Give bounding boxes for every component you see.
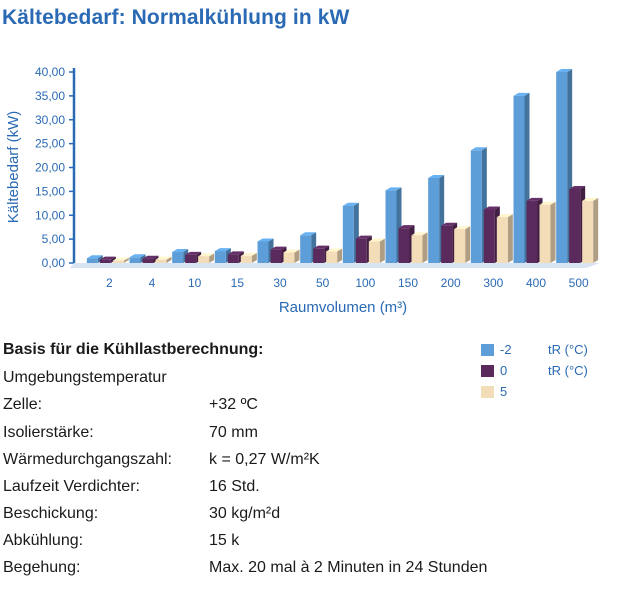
bar-front — [198, 256, 209, 263]
y-tick-label: 35,00 — [34, 88, 65, 103]
bar-front — [228, 254, 239, 263]
bar-front — [497, 217, 508, 263]
x-tick-label: 15 — [230, 276, 245, 290]
bar-front — [441, 226, 452, 263]
bar-front — [284, 252, 295, 263]
bar-front — [569, 189, 580, 263]
bar — [454, 226, 470, 263]
y-tick-label: 30,00 — [34, 112, 65, 127]
bar-front — [540, 205, 551, 263]
x-tick-label: 30 — [273, 276, 287, 290]
x-tick-label: 4 — [148, 276, 156, 290]
bar-side — [551, 202, 556, 263]
basis-subheading: Umgebungstemperatur — [3, 369, 167, 386]
x-tick-label: 150 — [397, 276, 419, 290]
bar-front — [185, 255, 196, 263]
bar-front — [300, 235, 311, 263]
bar-front — [399, 228, 410, 263]
bar — [412, 232, 428, 263]
bar-front — [428, 178, 439, 263]
bar-front — [215, 251, 226, 263]
bar-front — [514, 96, 525, 263]
bar-front — [386, 190, 397, 263]
bar-front — [87, 258, 98, 263]
bar — [497, 214, 513, 263]
spec-label: Beschickung: — [3, 505, 99, 522]
chart-floor — [70, 263, 600, 268]
bar-front — [313, 249, 324, 263]
bar-front — [130, 257, 141, 263]
legend-unit: tR (°C) — [548, 342, 588, 357]
y-axis-title: Kältebedarf (kW) — [5, 110, 22, 224]
x-tick-label: 500 — [568, 276, 589, 290]
bar-front — [356, 239, 367, 263]
spec-row-zelle — [3, 396, 603, 418]
page-title: Kältebedarf: Normalkühlung in kW — [2, 6, 350, 29]
bar-front — [172, 252, 183, 263]
spec-value: 16 Std. — [209, 478, 260, 495]
spec-value: 15 k — [209, 532, 240, 549]
x-tick-label: 10 — [187, 276, 202, 290]
legend-item — [481, 342, 611, 358]
spec-row-abkuehlung — [3, 532, 603, 554]
spec-value: 70 mm — [209, 424, 258, 441]
spec-label: Isolierstärke: — [3, 424, 94, 441]
spec-value: Max. 20 mal à 2 Minuten in 24 Stunden — [209, 559, 488, 576]
bar-front — [343, 206, 354, 263]
spec-row-waermedurchgangszahl — [3, 451, 603, 473]
bar — [540, 202, 556, 263]
y-tick-label: 10,00 — [34, 208, 65, 223]
x-axis-title: Raumvolumen (m³) — [278, 299, 408, 316]
legend-swatch — [481, 365, 494, 377]
y-tick-label: 15,00 — [34, 184, 65, 199]
bar — [326, 249, 342, 263]
bar-front — [143, 259, 154, 263]
bar — [284, 249, 300, 263]
bar-side — [508, 214, 513, 263]
y-tick-label: 20,00 — [34, 160, 65, 175]
spec-row-beschickung — [3, 505, 603, 527]
spec-value: k = 0,27 W/m²K — [209, 451, 320, 468]
legend-label: -2 — [500, 342, 512, 357]
x-tick-label: 400 — [525, 276, 547, 290]
spec-label: Zelle: — [3, 396, 43, 413]
bar-front — [527, 201, 538, 263]
bar-front — [582, 201, 593, 263]
spec-row-begehung — [3, 559, 603, 581]
legend-swatch — [481, 344, 494, 356]
basis-heading: Basis für die Kühllastberechnung: — [3, 341, 264, 358]
bar-front — [369, 242, 380, 263]
bar-side — [380, 239, 385, 263]
bar-front — [556, 72, 567, 263]
x-tick-label: 200 — [440, 276, 461, 290]
bar-side — [423, 232, 428, 263]
spec-label: Abkühlung: — [3, 532, 84, 549]
y-tick-label: 40,00 — [34, 65, 65, 79]
bar-front — [156, 260, 167, 263]
spec-label: Begehung: — [3, 559, 81, 576]
x-tick-label: 50 — [315, 276, 330, 290]
spec-label: Wärmedurchgangszahl: — [3, 451, 172, 468]
spec-row-isolierstaerke — [3, 424, 603, 446]
y-tick-label: 5,00 — [41, 232, 65, 247]
spec-value: +32 ºC — [209, 396, 258, 413]
spec-label: Laufzeit Verdichter: — [3, 478, 140, 495]
x-tick-label: 100 — [355, 276, 376, 290]
bar-front — [454, 229, 465, 263]
bar — [369, 239, 385, 263]
legend-item — [481, 363, 611, 379]
bar-front — [113, 261, 124, 263]
bar-front — [471, 150, 482, 263]
bar-front — [100, 260, 111, 263]
bar — [582, 198, 598, 263]
y-tick-label: 25,00 — [34, 136, 65, 151]
spec-value: 30 kg/m²d — [209, 505, 281, 522]
y-tick-label: 0,00 — [41, 256, 65, 270]
x-tick-label: 2 — [105, 276, 113, 290]
bar-front — [412, 235, 423, 263]
x-tick-label: 300 — [483, 276, 504, 290]
legend-unit: tR (°C) — [548, 363, 588, 378]
legend-label: 0 — [500, 363, 508, 378]
bar-side — [465, 226, 470, 263]
bar-front — [271, 250, 282, 263]
bar-front — [326, 252, 337, 263]
bar-front — [258, 242, 269, 263]
legend-label: 5 — [500, 384, 508, 399]
bar-front — [484, 210, 495, 263]
bar-front — [241, 256, 252, 263]
spec-row-laufzeit — [3, 478, 603, 500]
bar-side — [593, 198, 598, 263]
